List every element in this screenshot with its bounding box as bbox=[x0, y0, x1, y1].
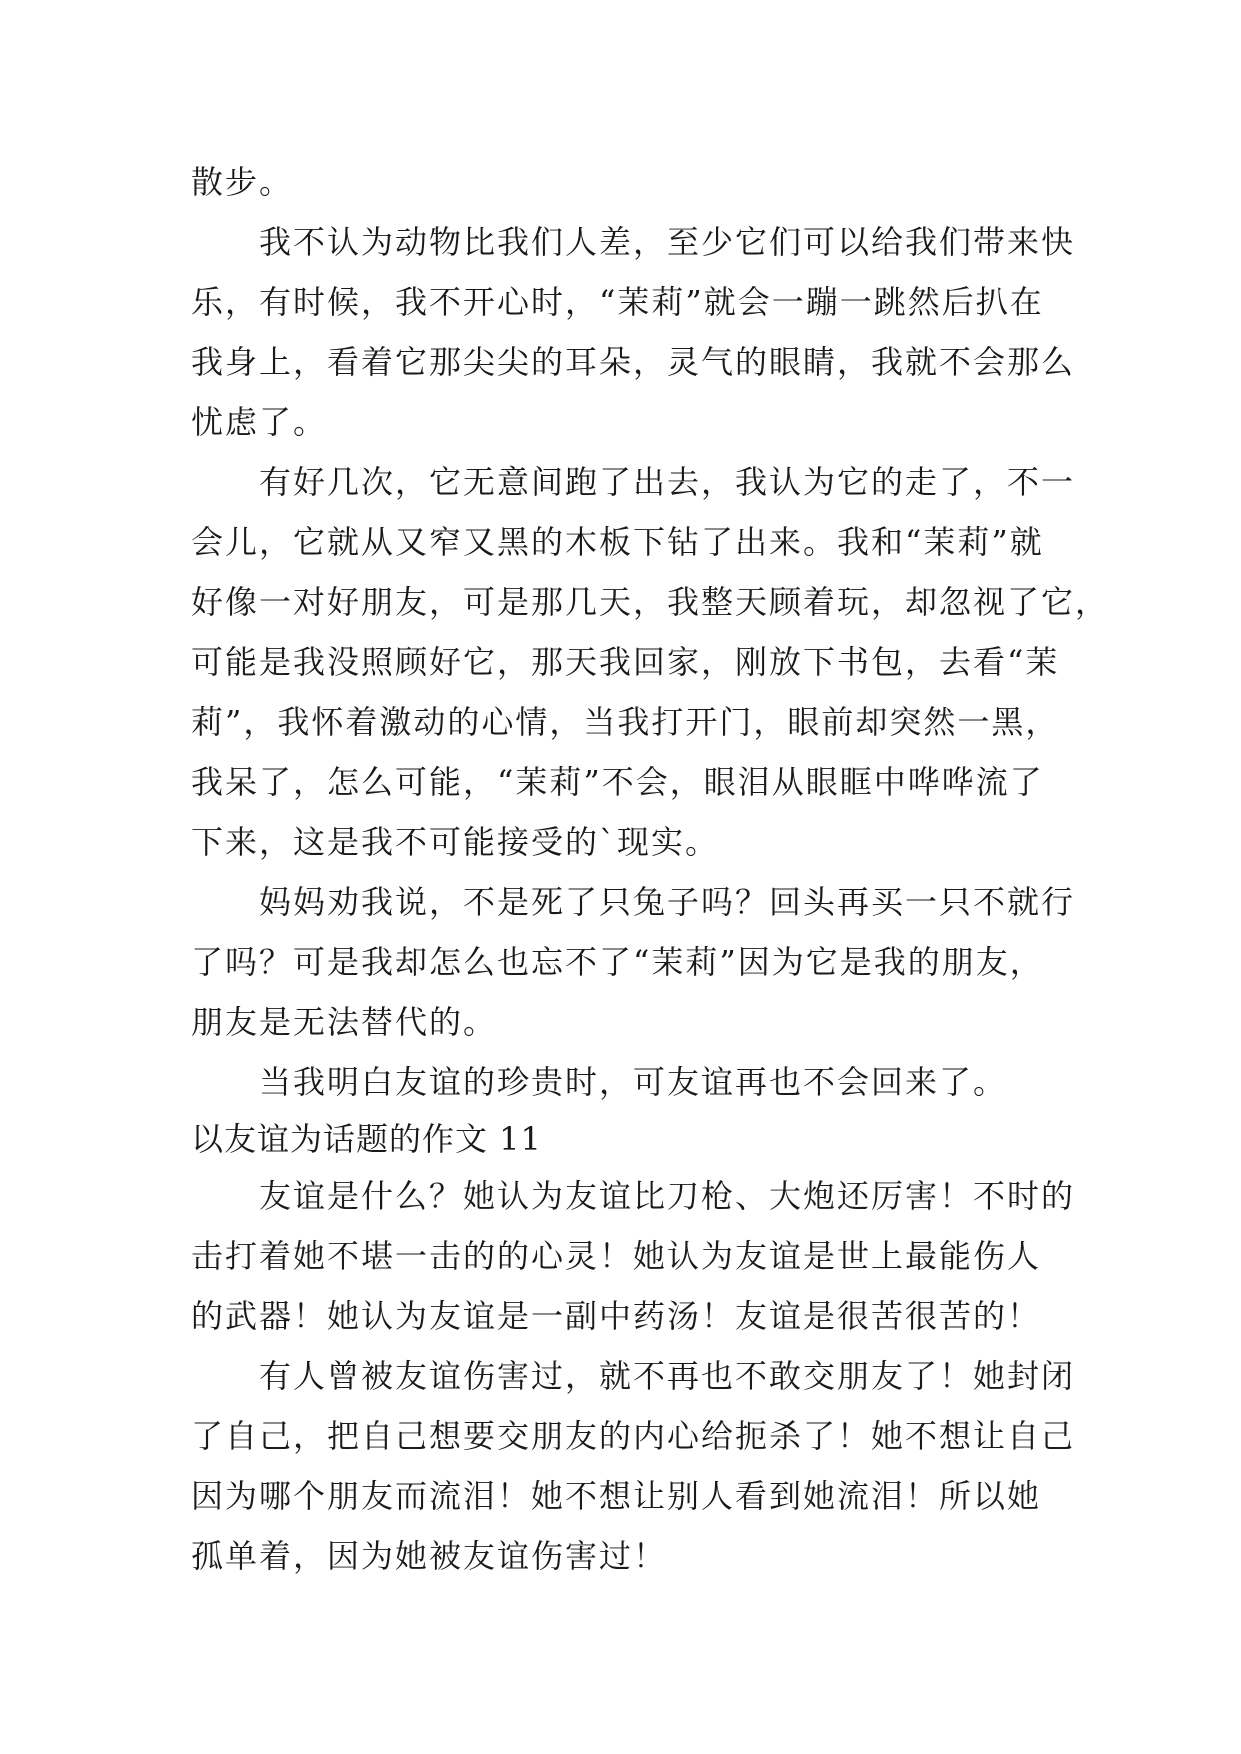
text-line: 好像一对好朋友，可是那几天，我整天顾着玩，却忽视了它， bbox=[191, 583, 1110, 621]
text-line: 可能是我没照顾好它，那天我回家，刚放下书包，去看“茉 bbox=[191, 643, 1060, 681]
text-line: 下来，这是我不可能接受的`现实。 bbox=[191, 823, 720, 861]
text-line: 散步。 bbox=[191, 163, 294, 201]
paragraph-start-line: 有好几次，它无意间跑了出去，我认为它的走了，不一 bbox=[259, 463, 1076, 501]
text-line: 忧虑了。 bbox=[191, 403, 328, 441]
text-line: 的武器！她认为友谊是一副中药汤！友谊是很苦很苦的！ bbox=[191, 1297, 1042, 1335]
paragraph-start-line: 有人曾被友谊伤害过，就不再也不敢交朋友了！她封闭 bbox=[259, 1357, 1076, 1395]
text-line: 会儿，它就从又窄又黑的木板下钻了出来。我和“茉莉”就 bbox=[191, 523, 1044, 561]
text-line: 朋友是无法替代的。 bbox=[191, 1003, 498, 1041]
paragraph-start-line: 友谊是什么？她认为友谊比刀枪、大炮还厉害！不时的 bbox=[259, 1177, 1076, 1215]
body-text bbox=[191, 152, 1110, 1586]
text-line: 孤单着，因为她被友谊伤害过！ bbox=[191, 1537, 668, 1575]
text-line: 了自己，把自己想要交朋友的内心给扼杀了！她不想让自己 bbox=[191, 1417, 1076, 1455]
text-line: 因为哪个朋友而流泪！她不想让别人看到她流泪！所以她 bbox=[191, 1477, 1042, 1515]
text-line: 莉”，我怀着激动的心情，当我打开门，眼前却突然一黑， bbox=[191, 703, 1060, 741]
paragraph-start-line: 妈妈劝我说，不是死了只兔子吗？回头再买一只不就行 bbox=[259, 883, 1076, 921]
text-line: 了吗？可是我却怎么也忘不了“茉莉”因为它是我的朋友， bbox=[191, 943, 1044, 981]
essay-heading: 以友谊为话题的作文 11 bbox=[191, 1120, 542, 1158]
paragraph-start-line: 当我明白友谊的珍贵时，可友谊再也不会回来了。 bbox=[259, 1063, 1008, 1101]
text-line: 乐，有时候，我不开心时，“茉莉”就会一蹦一跳然后扒在 bbox=[191, 283, 1044, 321]
text-line: 我身上，看着它那尖尖的耳朵，灵气的眼睛，我就不会那么 bbox=[191, 343, 1076, 381]
text-line: 我呆了，怎么可能，“茉莉”不会，眼泪从眼眶中哗哗流了 bbox=[191, 763, 1044, 801]
paragraph-start-line: 我不认为动物比我们人差，至少它们可以给我们带来快 bbox=[259, 223, 1076, 261]
text-line: 击打着她不堪一击的的心灵！她认为友谊是世上最能伤人 bbox=[191, 1237, 1042, 1275]
